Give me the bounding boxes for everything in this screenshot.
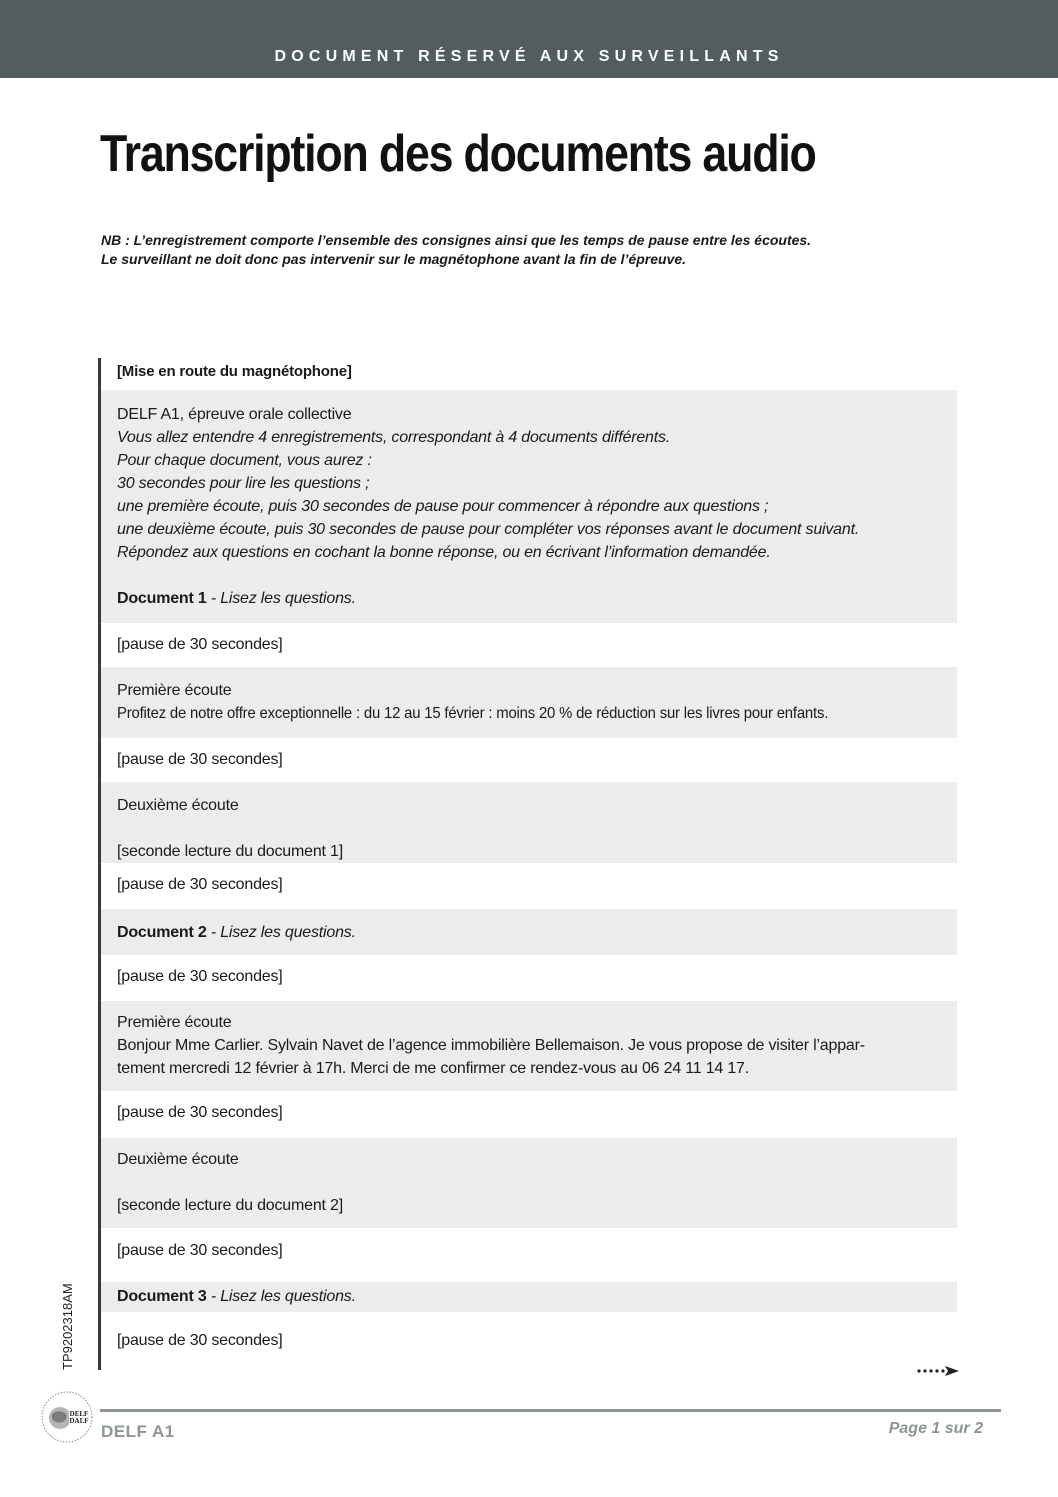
svg-text:DELF: DELF bbox=[69, 1410, 89, 1418]
pause-label: [pause de 30 secondes] bbox=[117, 1242, 283, 1259]
page-title: Transcription des documents audio bbox=[100, 125, 816, 183]
row-pause bbox=[101, 1312, 957, 1356]
transcript bbox=[101, 356, 957, 1356]
doc2-label: Document 2 bbox=[117, 924, 207, 941]
continue-arrow-icon bbox=[916, 1364, 962, 1378]
row-pause bbox=[101, 738, 957, 782]
delf-dalf-logo-icon bbox=[38, 1388, 96, 1446]
row-pause bbox=[101, 1091, 957, 1138]
row-doc2-heading bbox=[101, 909, 957, 955]
nb-line-1: NB : L’enregistrement comporte l’ensemble des consignes ainsi que les temps de pause entre les écoutes. bbox=[101, 232, 812, 248]
doc1-text: Profitez de notre offre exceptionnelle : du 12 au 15 février : moins 20 % de réduction sur les livres pour enfants. bbox=[117, 705, 829, 722]
document-code: TP9202318AM bbox=[60, 1283, 75, 1370]
pause-label: [pause de 30 secondes] bbox=[117, 1332, 283, 1349]
svg-text:DALF: DALF bbox=[69, 1417, 89, 1425]
intro-title: DELF A1, épreuve orale collective bbox=[117, 406, 352, 423]
row-doc1-first bbox=[101, 667, 957, 738]
row-doc3-heading bbox=[101, 1282, 957, 1312]
footer-rule bbox=[100, 1409, 1001, 1412]
first-listen-label: Première écoute bbox=[117, 682, 232, 699]
row-doc1-second bbox=[101, 782, 957, 863]
banner-text: DOCUMENT RÉSERVÉ AUX SURVEILLANTS bbox=[274, 48, 784, 65]
second-reading-label: [seconde lecture du document 1] bbox=[117, 843, 343, 860]
intro-line: 30 secondes pour lire les questions ; bbox=[117, 475, 370, 492]
row-doc2-first bbox=[101, 1001, 957, 1091]
pause-label: [pause de 30 secondes] bbox=[117, 636, 283, 653]
intro-line: Vous allez entendre 4 enregistrements, correspondant à 4 documents différents. bbox=[117, 429, 671, 446]
intro-line: Répondez aux questions en cochant la bonne réponse, ou en écrivant l’information demandée. bbox=[117, 544, 771, 561]
doc1-heading bbox=[117, 587, 947, 610]
row-pause bbox=[101, 863, 957, 909]
intro-line: Pour chaque document, vous aurez : bbox=[117, 452, 372, 469]
doc3-label: Document 3 bbox=[117, 1288, 207, 1305]
second-reading-label: [seconde lecture du document 2] bbox=[117, 1197, 343, 1214]
first-listen-label: Première écoute bbox=[117, 1014, 232, 1031]
row-start bbox=[101, 356, 957, 390]
nb-note bbox=[101, 231, 811, 269]
page-number: Page 1 sur 2 bbox=[888, 1420, 983, 1437]
intro-line: une première écoute, puis 30 secondes de pause pour commencer à répondre aux questions ; bbox=[117, 498, 769, 515]
nb-line-2: Le surveillant ne doit donc pas intervenir sur le magnétophone avant la fin de l’épreuve. bbox=[101, 251, 687, 267]
row-intro bbox=[101, 390, 957, 623]
top-banner bbox=[0, 0, 1058, 78]
pause-label: [pause de 30 secondes] bbox=[117, 751, 283, 768]
pause-label: [pause de 30 secondes] bbox=[117, 1104, 283, 1121]
second-listen-label: Deuxième écoute bbox=[117, 797, 239, 814]
doc2-text-line-2: tement mercredi 12 février à 17h. Merci de me confirmer ce rendez-vous au 06 24 11 14 17. bbox=[117, 1060, 750, 1077]
pause-label: [pause de 30 secondes] bbox=[117, 968, 283, 985]
doc1-label: Document 1 bbox=[117, 590, 207, 607]
row-pause bbox=[101, 1228, 957, 1282]
footer-exam-label: DELF A1 bbox=[101, 1422, 175, 1441]
read-questions: - Lisez les questions. bbox=[206, 1288, 356, 1305]
doc2-text-line-1: Bonjour Mme Carlier. Sylvain Navet de l’agence immobilière Bellemaison. Je vous propose de visiter l’appar- bbox=[117, 1037, 865, 1054]
row-pause bbox=[101, 623, 957, 667]
start-label: [Mise en route du magnétophone] bbox=[117, 363, 352, 380]
row-pause bbox=[101, 955, 957, 1001]
read-questions: - Lisez les questions. bbox=[206, 924, 356, 941]
row-doc2-second bbox=[101, 1138, 957, 1228]
intro-line: une deuxième écoute, puis 30 secondes de pause pour compléter vos réponses avant le document suivant. bbox=[117, 521, 860, 538]
read-questions: - Lisez les questions. bbox=[206, 590, 356, 607]
pause-label: [pause de 30 secondes] bbox=[117, 876, 283, 893]
second-listen-label: Deuxième écoute bbox=[117, 1151, 239, 1168]
